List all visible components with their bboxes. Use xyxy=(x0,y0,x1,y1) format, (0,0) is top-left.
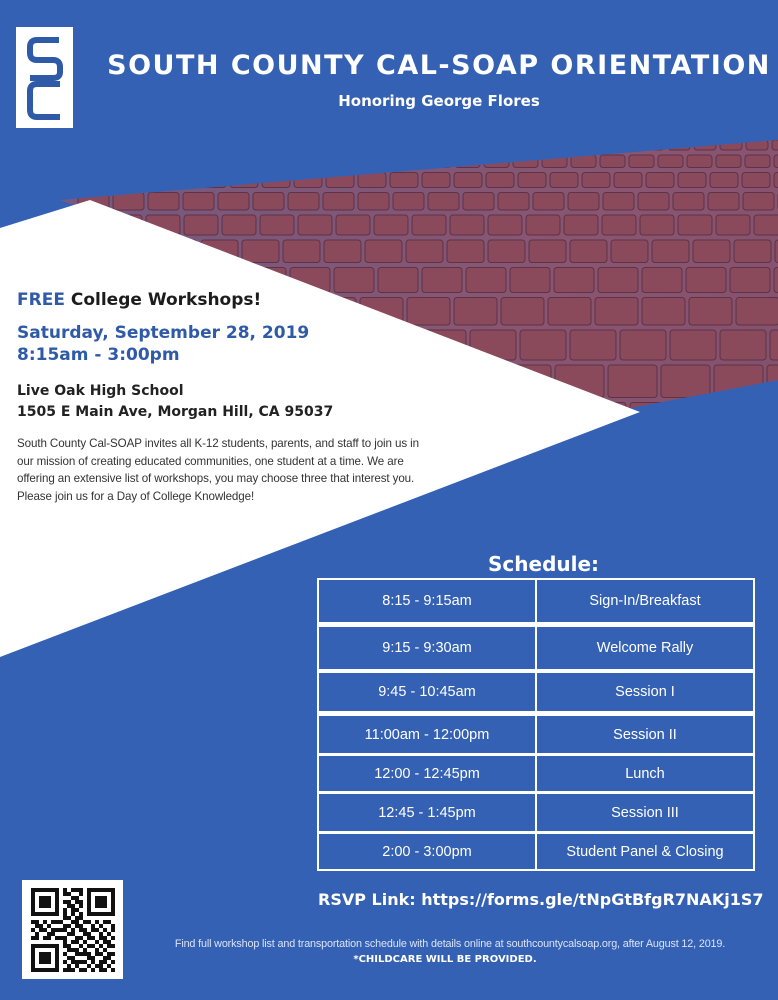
event-date: Saturday, September 28, 2019 xyxy=(17,323,310,343)
seat xyxy=(447,240,484,263)
schedule-activity: Session III xyxy=(537,794,755,833)
seat xyxy=(620,330,666,360)
seat xyxy=(774,173,778,188)
seat xyxy=(304,140,326,150)
schedule-row xyxy=(317,833,755,871)
seat xyxy=(693,240,730,263)
schedule-activity: Student Panel & Closing xyxy=(537,834,755,871)
schedule-time: 2:00 - 3:00pm xyxy=(317,834,537,871)
seat xyxy=(529,240,566,263)
seat xyxy=(571,155,596,168)
seat xyxy=(426,155,451,168)
seat xyxy=(324,240,361,263)
sc-monogram-icon xyxy=(25,34,65,122)
seat xyxy=(638,193,669,211)
seat xyxy=(223,155,248,168)
seat xyxy=(428,193,459,211)
seat xyxy=(148,193,179,211)
seat xyxy=(609,443,664,481)
seat xyxy=(526,215,560,235)
seat xyxy=(113,193,144,211)
seat xyxy=(194,155,219,168)
seat xyxy=(661,365,710,398)
workshops-label: College Workshops! xyxy=(64,290,262,310)
seat xyxy=(200,140,222,150)
venue-name: Live Oak High School xyxy=(17,383,184,399)
seat xyxy=(745,155,770,168)
seat xyxy=(542,155,567,168)
seat xyxy=(422,268,462,293)
seat xyxy=(358,173,386,188)
seat xyxy=(406,240,443,263)
seat xyxy=(434,140,456,150)
seat xyxy=(358,193,389,211)
schedule-time: 11:00am - 12:00pm xyxy=(317,716,537,755)
seat xyxy=(368,155,393,168)
seat xyxy=(720,140,742,150)
seat xyxy=(393,193,424,211)
childcare-note: *CHILDCARE WILL BE PROVIDED. xyxy=(353,954,537,965)
seat xyxy=(689,298,732,326)
seat xyxy=(323,193,354,211)
seat xyxy=(716,215,750,235)
seat xyxy=(570,240,607,263)
seat xyxy=(390,173,418,188)
seat xyxy=(538,140,560,150)
page-subtitle: Honoring George Flores xyxy=(338,92,540,110)
seat xyxy=(488,215,522,235)
seat xyxy=(281,155,306,168)
seat xyxy=(252,155,277,168)
seat xyxy=(78,155,103,168)
seat xyxy=(642,268,682,293)
seat xyxy=(548,298,591,326)
seat xyxy=(283,240,320,263)
seat xyxy=(630,403,682,438)
seat xyxy=(678,173,706,188)
seat xyxy=(694,140,716,150)
seat xyxy=(512,140,534,150)
seat xyxy=(642,298,685,326)
seat xyxy=(501,298,544,326)
seat xyxy=(262,173,290,188)
seat xyxy=(736,298,778,326)
seat xyxy=(570,330,616,360)
seat xyxy=(198,173,226,188)
seat xyxy=(640,215,674,235)
schedule-row xyxy=(317,755,755,793)
seat xyxy=(746,140,768,150)
schedule-row xyxy=(317,713,755,755)
seat xyxy=(460,140,482,150)
seat xyxy=(252,140,274,150)
seat xyxy=(310,155,335,168)
seat xyxy=(510,268,550,293)
seat xyxy=(336,215,370,235)
seat xyxy=(600,155,625,168)
venue-address: 1505 E Main Ave, Morgan Hill, CA 95037 xyxy=(17,404,334,420)
seat xyxy=(646,173,674,188)
seat xyxy=(454,298,497,326)
schedule-time: 8:15 - 9:15am xyxy=(317,578,537,624)
seat xyxy=(374,215,408,235)
seat xyxy=(148,140,170,150)
seat xyxy=(742,173,770,188)
rsvp-link[interactable]: RSVP Link: https://forms.gle/tNpGtBfgR7NAKj1S7 xyxy=(318,890,764,909)
seat xyxy=(463,193,494,211)
seat xyxy=(222,215,256,235)
seat xyxy=(686,403,738,438)
seat xyxy=(339,155,364,168)
schedule-activity: Lunch xyxy=(537,756,755,793)
venue xyxy=(17,381,457,423)
seat xyxy=(687,155,712,168)
seat xyxy=(678,215,712,235)
seat xyxy=(554,268,594,293)
seat xyxy=(102,173,130,188)
schedule-activity: Session I xyxy=(537,673,755,713)
seat xyxy=(226,140,248,150)
seat xyxy=(564,215,598,235)
schedule-row xyxy=(317,671,755,713)
seat xyxy=(166,173,194,188)
seat xyxy=(498,193,529,211)
seat xyxy=(614,173,642,188)
seat xyxy=(294,173,322,188)
schedule-row xyxy=(317,793,755,833)
seat xyxy=(603,193,634,211)
free-workshops-heading xyxy=(17,290,457,310)
seat xyxy=(174,140,196,150)
seat xyxy=(486,140,508,150)
seat xyxy=(466,268,506,293)
seat xyxy=(96,140,118,150)
seat xyxy=(774,155,778,168)
seat xyxy=(326,173,354,188)
seat xyxy=(397,155,422,168)
seat xyxy=(642,140,664,150)
schedule-time: 9:45 - 10:45am xyxy=(317,673,537,713)
seat xyxy=(611,240,648,263)
seat xyxy=(582,173,610,188)
seat xyxy=(533,193,564,211)
seat xyxy=(288,193,319,211)
seat xyxy=(218,193,249,211)
seat xyxy=(708,193,739,211)
seat xyxy=(412,215,446,235)
seat xyxy=(590,140,612,150)
seat xyxy=(520,330,566,360)
schedule-row xyxy=(317,624,755,671)
seat xyxy=(652,240,689,263)
seat xyxy=(734,240,771,263)
seat xyxy=(602,215,636,235)
seat xyxy=(365,240,402,263)
seat xyxy=(134,173,162,188)
seat xyxy=(742,403,778,438)
seat xyxy=(183,193,214,211)
seat xyxy=(455,155,480,168)
seat xyxy=(770,330,778,360)
seat xyxy=(595,298,638,326)
seat xyxy=(334,268,374,293)
seat xyxy=(720,330,766,360)
seat xyxy=(518,173,546,188)
seat xyxy=(550,173,578,188)
seat xyxy=(686,268,726,293)
seat xyxy=(730,268,770,293)
free-label: FREE xyxy=(17,290,65,310)
event-info xyxy=(17,290,457,505)
seat xyxy=(378,268,418,293)
seat xyxy=(513,155,538,168)
seat xyxy=(486,173,514,188)
seat xyxy=(629,155,654,168)
seat xyxy=(710,173,738,188)
seat xyxy=(488,240,525,263)
page-title: SOUTH COUNTY CAL-SOAP ORIENTATION xyxy=(107,50,771,81)
seat xyxy=(767,365,778,398)
seat xyxy=(122,140,144,150)
seat xyxy=(616,140,638,150)
seat xyxy=(253,193,284,211)
seat xyxy=(454,173,482,188)
seat xyxy=(107,155,132,168)
seat xyxy=(568,193,599,211)
seat xyxy=(278,140,300,150)
event-description: South County Cal-SOAP invites all K-12 students, parents, and staff to join us in our mission of creating educated communities, one student at a time. We are offering an extensive list of workshops, you may choose three that interest you. Please join us for a Day of College Knowledge! xyxy=(17,437,419,503)
seat xyxy=(670,330,716,360)
schedule-activity: Session II xyxy=(537,716,755,755)
event-time: 8:15am - 3:00pm xyxy=(17,345,180,365)
seat xyxy=(564,140,586,150)
seat xyxy=(716,155,741,168)
seat xyxy=(230,173,258,188)
seat xyxy=(668,140,690,150)
seat xyxy=(330,140,352,150)
schedule-time: 12:00 - 12:45pm xyxy=(317,756,537,793)
schedule-table xyxy=(317,578,755,871)
seat xyxy=(70,173,98,188)
seat xyxy=(673,193,704,211)
seat xyxy=(608,365,657,398)
seat xyxy=(70,140,92,150)
seat xyxy=(668,443,723,481)
seat xyxy=(356,140,378,150)
seat xyxy=(754,215,778,235)
schedule-heading: Schedule: xyxy=(488,552,600,576)
schedule-activity: Welcome Rally xyxy=(537,627,755,671)
schedule-time: 9:15 - 9:30am xyxy=(317,627,537,671)
seat xyxy=(382,140,404,150)
seat xyxy=(242,240,279,263)
seat xyxy=(450,215,484,235)
seat xyxy=(260,215,294,235)
seat xyxy=(136,155,161,168)
seat xyxy=(743,193,774,211)
schedule-activity: Sign-In/Breakfast xyxy=(537,578,755,624)
schedule-time: 12:45 - 1:45pm xyxy=(317,794,537,833)
seat xyxy=(484,155,509,168)
seat xyxy=(727,443,778,481)
seat xyxy=(165,155,190,168)
seat xyxy=(658,155,683,168)
seat xyxy=(298,215,332,235)
seat xyxy=(422,173,450,188)
seat xyxy=(774,268,778,293)
seat xyxy=(714,365,763,398)
seat xyxy=(550,443,605,481)
seat xyxy=(184,215,218,235)
seat xyxy=(772,140,778,150)
sc-logo xyxy=(16,27,73,128)
schedule-row xyxy=(317,578,755,624)
footnote: Find full workshop list and transportation schedule with details online at southcountycalsoap.org, after August 12, 2019. xyxy=(174,938,726,950)
seat xyxy=(408,140,430,150)
seat xyxy=(598,268,638,293)
